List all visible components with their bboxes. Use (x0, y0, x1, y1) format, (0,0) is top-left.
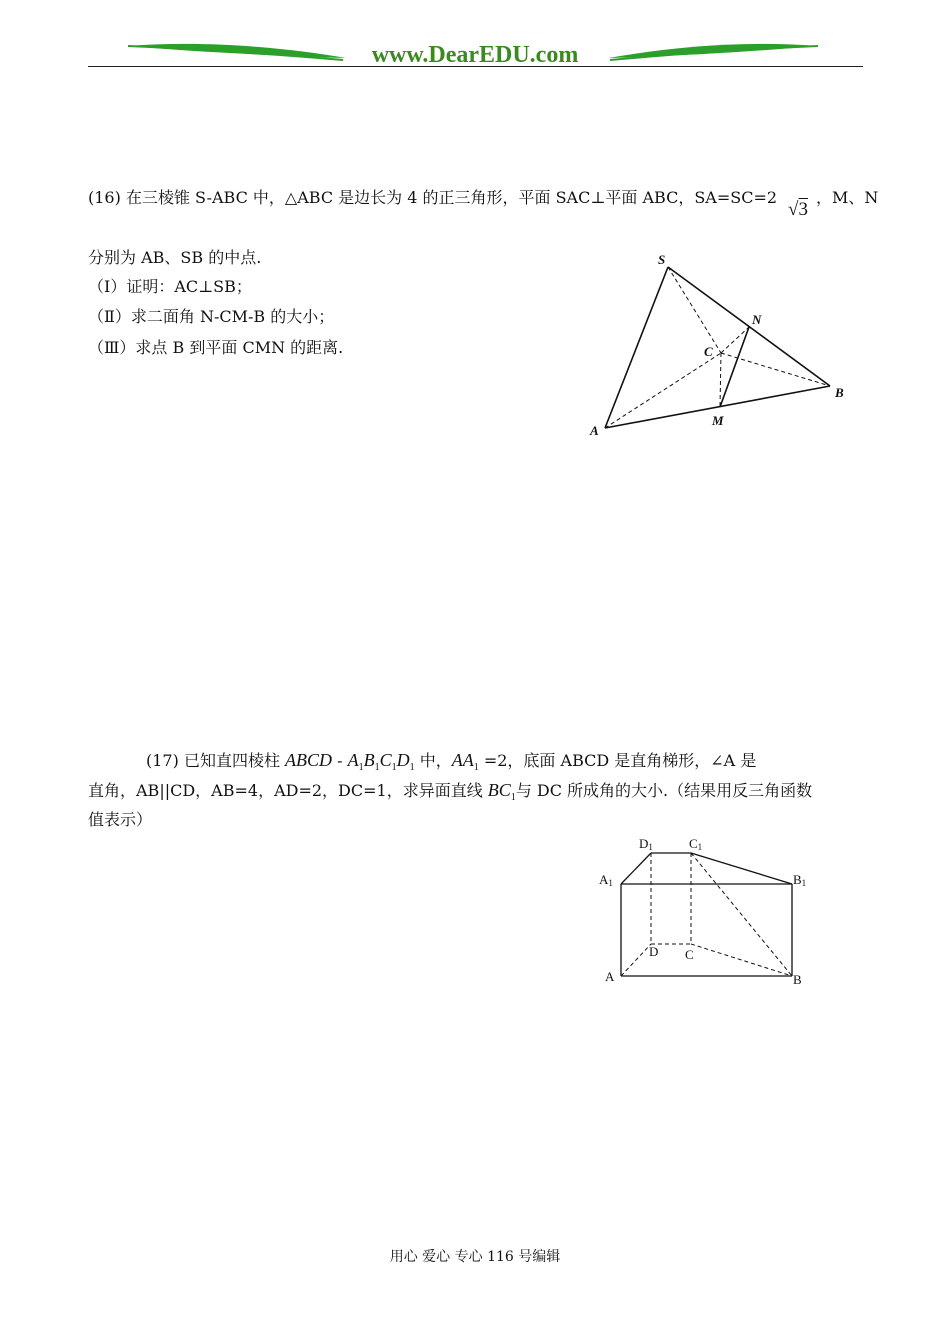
problem17-line2b: 与 DC 所成角的大小.（结果用反三角函数 (515, 781, 813, 800)
prism-name: ABCD (285, 750, 333, 770)
problem17-line2a: 直角，AB||CD，AB=4，AD=2，DC=1，求异面直线 (88, 781, 483, 800)
label-A1: A1 (599, 872, 613, 888)
sqrt-symbol: √ (788, 199, 799, 220)
problem16-part1: （Ⅰ）证明：AC⊥SB； (88, 277, 252, 296)
problem16-statement: 在三棱锥 S-ABC 中，△ABC 是边长为 4 的正三角形，平面 SAC⊥平面 ABC，SA=SC=2 (125, 188, 778, 207)
edge-C1B1 (691, 853, 792, 884)
edge-A1D1 (621, 853, 651, 884)
problem16-part2: （Ⅱ）求二面角 N-CM-B 的大小； (88, 307, 335, 326)
segment-MN (720, 327, 749, 407)
label-A: A (605, 969, 615, 984)
edge-SB (668, 267, 830, 386)
label-A: A (590, 423, 599, 438)
header-rule (88, 66, 863, 67)
edge-SA (605, 267, 668, 428)
line-bc1: $BC_1$ (487, 780, 516, 803)
edge-CB (721, 353, 830, 386)
problem16-line2: 分别为 AB、SB 的中点. (88, 248, 262, 267)
diagonal-BC1 (691, 853, 792, 976)
sqrt-radicand: 3 (798, 199, 808, 220)
problem17-mid1: 中， (419, 751, 452, 770)
problem16-line1-tail: ，M、N (816, 188, 879, 207)
prism-dash: - (332, 751, 348, 770)
label-D1: D1 (639, 836, 653, 852)
logo-text: www.DearEDU.com (371, 42, 579, 68)
label-C: C (704, 344, 713, 359)
label-C: C (685, 947, 694, 962)
prism-top-face: $A_1B_1C_1D_1$ (347, 750, 415, 773)
label-D: D (649, 944, 659, 959)
sqrt-three (788, 200, 808, 220)
problem17-line1 (146, 750, 756, 778)
problem17-mid2: ，底面 ABCD 是直角梯形，∠A 是 (507, 751, 757, 770)
pyramid-figure (580, 250, 860, 440)
edge-CB (691, 944, 792, 976)
edge-SC (668, 267, 721, 353)
problem16-number: (16) (88, 188, 121, 207)
problem16-line1 (88, 188, 777, 208)
problem17-line2 (88, 780, 812, 808)
label-C1: C1 (689, 836, 703, 852)
label-B: B (835, 385, 844, 400)
edge-aa1: $AA_1$ (451, 750, 479, 773)
problem16-part3: （Ⅲ）求点 B 到平面 CMN 的距离. (88, 338, 344, 357)
problem17-line3: 值表示） (88, 810, 153, 829)
label-B1: B1 (793, 872, 807, 888)
label-M: M (712, 413, 724, 428)
segment-CM (720, 353, 721, 407)
label-S: S (658, 252, 666, 267)
page-footer: 用心 爱心 专心 116 号编辑 (389, 1249, 561, 1265)
prism-figure (595, 832, 825, 992)
left-swoosh-icon (128, 44, 346, 58)
edge-AD (621, 944, 651, 976)
problem17-intro: 已知直四棱柱 (183, 751, 280, 770)
edge-aa1-value: =2 (478, 751, 508, 770)
problem17-number: (17) (146, 751, 179, 770)
label-B: B (793, 972, 802, 987)
label-N: N (752, 312, 762, 327)
